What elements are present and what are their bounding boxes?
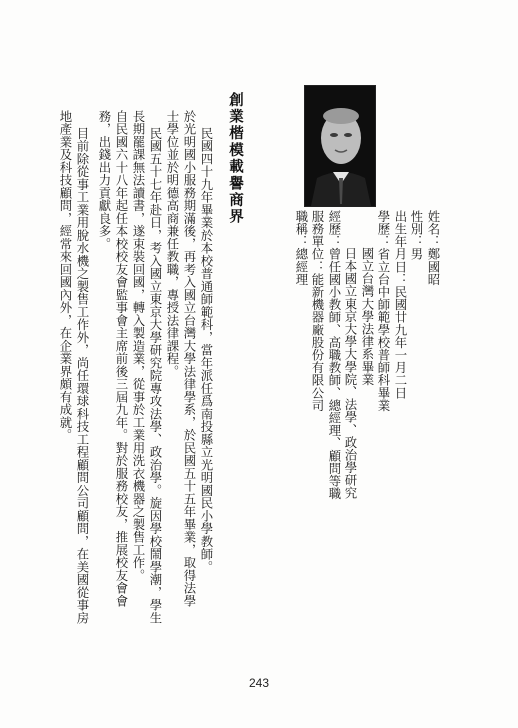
body-line: 於光明國小服務期滿後，再考入國立台灣大學法律學系，於民國五十五年畢業，取得法學: [182, 110, 197, 608]
portrait-photo: [304, 85, 376, 207]
body-line: 士學位並於明德高商兼任教職，專授法律課程。: [165, 110, 180, 378]
profile-education-3: 日本國立東京大學大學院、法學、政治學研究: [343, 247, 358, 499]
profile-education-2: 國立台灣大學法律系畢業: [360, 247, 375, 386]
page-number: 243: [248, 676, 270, 690]
body-line: 民國五十七年赴日，考入國立東京大學研究院專攻法學、政治學。旋因學校鬧學潮，學生: [148, 127, 163, 625]
profile-experience: 經歷：曾任國小教師、高職教師、總經理、顧問等職: [327, 210, 342, 500]
profile-name: 姓名：鄭國昭: [426, 210, 441, 286]
profile-position: 職稱：總經理: [294, 210, 309, 286]
body-line: 地產業及科技顧問，經常來回國內外，在企業界頗有成就。: [58, 110, 73, 442]
body-line: 長期罷課無法讀書，遂束裝回國，轉入製造業，從事於工業用洗衣機器之製售工作。: [131, 110, 146, 582]
body-line: 民國四十九年畢業於本校普通師範科，當年派任爲南投縣立光明國民小學教師。: [199, 127, 214, 574]
body-line: 自民國六十八年起任本校校友會監事會主席前後三屆九年。對於服務校友，推展校友會會: [114, 110, 129, 608]
profile-info: [268, 210, 440, 500]
article-title: 創業楷模載譽商界: [227, 92, 243, 226]
profile-employer: 服務單位：能新機器廠股份有限公司: [310, 210, 325, 412]
profile-birth: 出生年月日：民國廿九年一月二日: [393, 210, 408, 399]
profile-education: 學歷：省立台中師範學校普師科畢業: [376, 210, 391, 412]
body-line: 目前除從事工業用脫水機之製售工作外，尚任環球科技工程顧問公司顧問，在美國從事房: [75, 127, 90, 625]
body-line: 務，出錢出力貢獻良多。: [97, 110, 112, 251]
profile-gender: 性別：男: [409, 210, 424, 261]
